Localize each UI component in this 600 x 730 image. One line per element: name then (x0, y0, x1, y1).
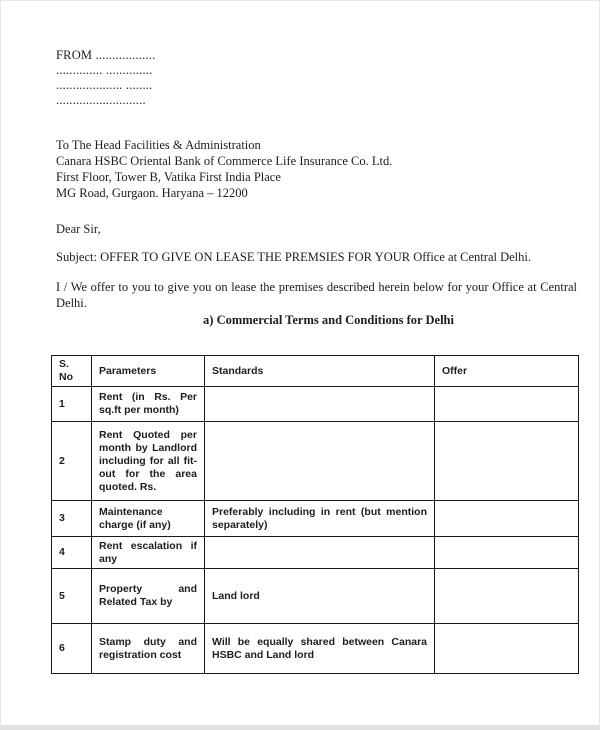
recipient-line: To The Head Facilities & Administration (56, 138, 261, 152)
cell-offer (435, 387, 579, 422)
cell-sno: 5 (52, 569, 92, 624)
header-cell-sno: S. No (52, 356, 92, 387)
cell-standard (205, 422, 435, 501)
table-row (52, 387, 579, 422)
table-row (52, 501, 579, 537)
cell-offer (435, 501, 579, 537)
page-content (1, 1, 599, 674)
recipient-line: First Floor, Tower B, Vatika First India Place (56, 170, 281, 184)
cell-offer (435, 624, 579, 674)
subject-line: Subject: OFFER TO GIVE ON LEASE THE PREMSIES FOR YOUR Office at Central Delhi. (56, 250, 531, 264)
from-line: .............. .............. (56, 63, 153, 77)
section-heading: a) Commercial Terms and Conditions for Delhi (203, 313, 454, 327)
cell-parameter: Rent (in Rs. Per sq.ft per month) (92, 387, 205, 422)
cell-parameter: Maintenance charge (if any) (92, 501, 205, 537)
cell-sno: 1 (52, 387, 92, 422)
header-cell-offer: Offer (435, 356, 579, 387)
recipient-line: MG Road, Gurgaon. Haryana – 12200 (56, 186, 248, 200)
cell-standard: Land lord (205, 569, 435, 624)
recipient-address (56, 137, 576, 201)
cell-parameter: Rent Quoted per month by Landlord including for all fit-out for the area quoted. Rs. (92, 422, 205, 501)
table-row (52, 569, 579, 624)
header-cell-standards: Standards (205, 356, 435, 387)
cell-offer (435, 569, 579, 624)
cell-sno: 2 (52, 422, 92, 501)
header-cell-parameters: Parameters (92, 356, 205, 387)
cell-standard: Will be equally shared between Canara HSBC and Land lord (205, 624, 435, 674)
body-paragraph: I / We offer to you to give you on lease the premises described herein below for your Office at Central Delhi. (56, 280, 577, 310)
table-row (52, 422, 579, 501)
cell-parameter: Rent escalation if any (92, 537, 205, 569)
table-row (52, 537, 579, 569)
recipient-line: Canara HSBC Oriental Bank of Commerce Life Insurance Co. Ltd. (56, 154, 393, 168)
from-line: ........................... (56, 93, 146, 107)
table-header-row (52, 356, 579, 387)
cell-sno: 4 (52, 537, 92, 569)
cell-standard (205, 387, 435, 422)
cell-parameter: Stamp duty and registration cost (92, 624, 205, 674)
cell-standard: Preferably including in rent (but mention separately) (205, 501, 435, 537)
cell-sno: 3 (52, 501, 92, 537)
cell-offer (435, 537, 579, 569)
terms-table (51, 355, 579, 674)
cell-sno: 6 (52, 624, 92, 674)
cell-standard (205, 537, 435, 569)
cell-parameter: Property and Related Tax by (92, 569, 205, 624)
from-line: .................... ........ (56, 78, 153, 92)
from-line: FROM .................. (56, 48, 156, 62)
cell-offer (435, 422, 579, 501)
from-block (56, 48, 576, 108)
table-row (52, 624, 579, 674)
salutation: Dear Sir, (56, 222, 101, 236)
